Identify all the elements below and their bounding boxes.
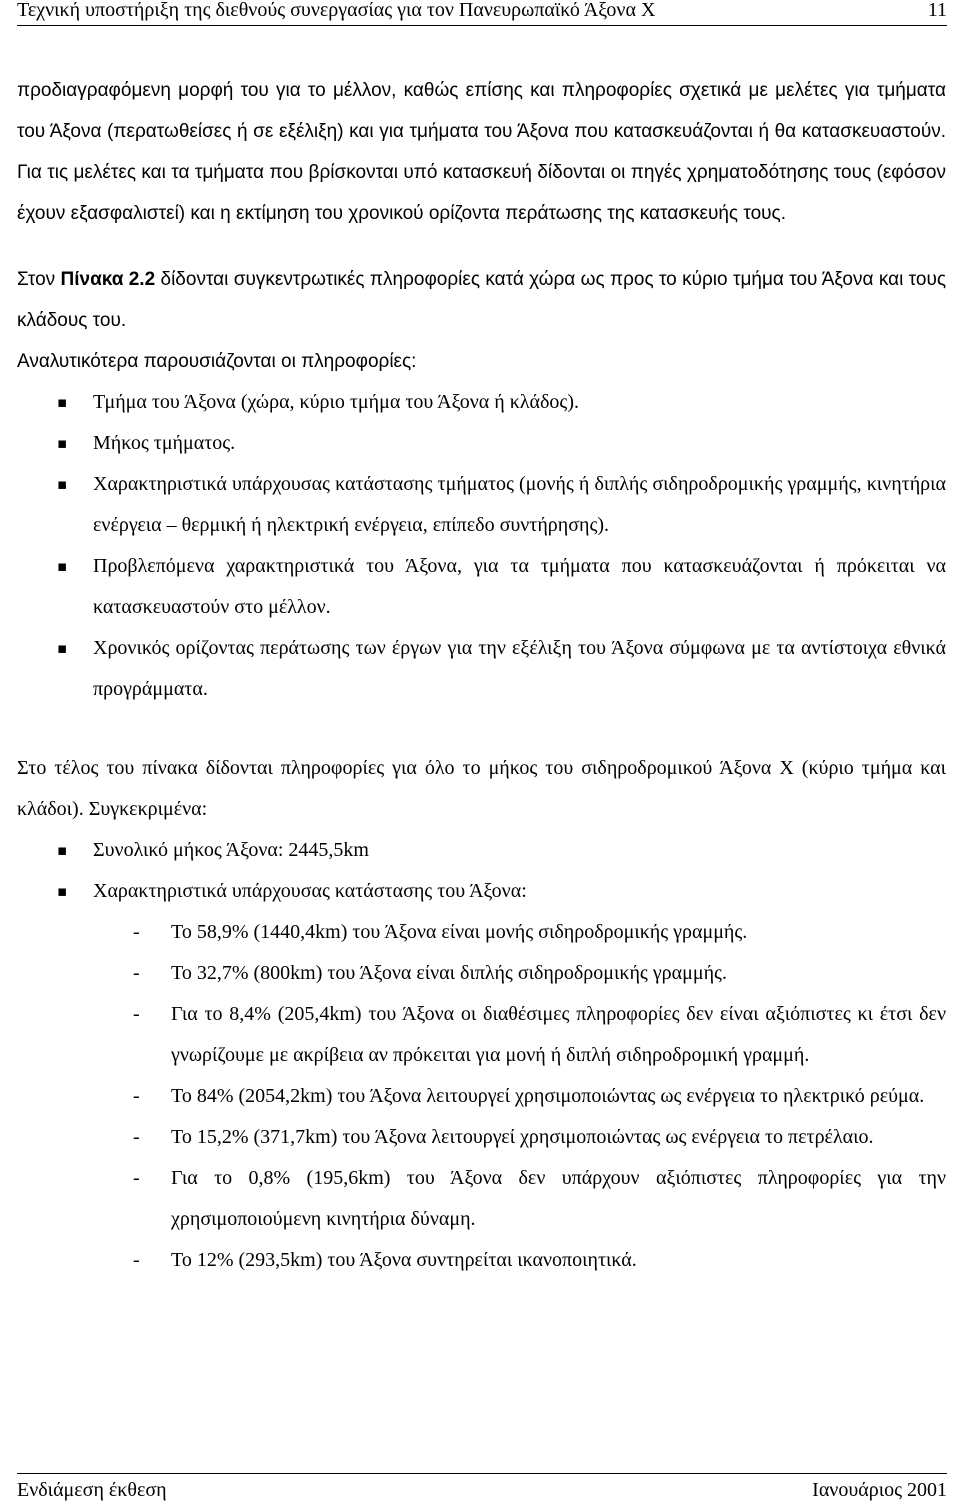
page-content — [17, 70, 946, 1281]
list-item — [17, 546, 946, 628]
list-item — [17, 464, 946, 546]
bullet-marker: ▪ — [57, 882, 68, 900]
list-item-text: Τμήμα του Άξονα (χώρα, κύριο τμήμα του Άξονα ή κλάδος). — [93, 391, 580, 413]
list-item — [17, 1158, 946, 1240]
dash-marker: - — [133, 1003, 140, 1025]
list-item — [17, 1076, 946, 1117]
list-item-text: Χαρακτηριστικά υπάρχουσας κατάστασης του Άξονα: — [93, 880, 527, 902]
list-item — [17, 423, 946, 464]
list-item-text: Μήκος τμήματος. — [93, 432, 236, 454]
paragraph-details-intro: Αναλυτικότερα παρουσιάζονται οι πληροφορίες: — [17, 351, 417, 372]
list-item — [17, 830, 946, 871]
paragraph-summary: Στο τέλος του πίνακα δίδονται πληροφορίες για όλο το μήκος του σιδηροδρομικού Άξονα Χ (κύριο τμήμα και κλάδοι). Συγκεκριμένα: — [17, 757, 946, 820]
table-ref-lead: Στον — [17, 269, 61, 290]
list-item-text: Το 32,7% (800km) του Άξονα είναι διπλής σιδηροδρομικής γραμμής. — [171, 962, 727, 984]
table-ref-link: Πίνακα 2.2 — [60, 269, 156, 290]
bullet-marker: ▪ — [57, 557, 68, 575]
list-item-text: Το 84% (2054,2km) του Άξονα λειτουργεί χρησιμοποιώντας ως ενέργεια το ηλεκτρικό ρεύμα. — [171, 1085, 925, 1107]
list-item — [17, 953, 946, 994]
page-header — [17, 0, 947, 26]
list-item — [17, 871, 946, 912]
list-item-text: Το 58,9% (1440,4km) του Άξονα είναι μονής σιδηροδρομικής γραμμής. — [171, 921, 748, 943]
list-item — [17, 382, 946, 423]
summary-bullet-list — [17, 830, 946, 912]
paragraph-intro: προδιαγραφόμενη μορφή του για το μέλλον, καθώς επίσης και πληροφορίες σχετικά με μελέτες για τμήματα του Άξονα (περατωθείσες ή σε εξέλιξη) και για τμήματα του Άξονα που κατασκευάζονται ή θα κατασκευαστούν. Για τις μελέτες και τα τμήματα που βρίσκονται υπό κατασκευή δίδονται οι πηγές χρηματοδότησης τους (εφόσον έχουν εξασφαλιστεί) και η εκτίμηση του χρονικού ορίζοντα περάτωσης της κατασκευής τους. — [17, 80, 946, 224]
dash-marker: - — [133, 962, 140, 984]
list-item-text: Το 15,2% (371,7km) του Άξονα λειτουργεί χρησιμοποιώντας ως ενέργεια το πετρέλαιο. — [171, 1126, 874, 1148]
status-dash-list — [17, 912, 946, 1281]
bullet-marker: ▪ — [57, 434, 68, 452]
list-item-text: Χαρακτηριστικά υπάρχουσας κατάστασης τμήματος (μονής ή διπλής σιδηροδρομικής γραμμής, κινητήρια ενέργεια – θερμική ή ηλεκτρική ενέργεια, επίπεδο συντήρησης). — [93, 473, 946, 536]
footer-report-type: Ενδιάμεση έκθεση — [17, 1479, 167, 1501]
details-bullet-list — [17, 382, 946, 710]
dash-marker: - — [133, 1085, 140, 1107]
footer-date: Ιανουάριος 2001 — [812, 1479, 947, 1501]
dash-marker: - — [133, 1249, 140, 1271]
dash-marker: - — [133, 1167, 140, 1189]
list-item — [17, 912, 946, 953]
list-item — [17, 1117, 946, 1158]
list-item — [17, 1240, 946, 1281]
dash-marker: - — [133, 1126, 140, 1148]
list-item — [17, 994, 946, 1076]
list-item-text: Για το 0,8% (195,6km) του Άξονα δεν υπάρχουν αξιόπιστες πληροφορίες για την χρησιμοποιούμενη κινητήρια δύναμη. — [171, 1167, 946, 1230]
list-item-text: Προβλεπόμενα χαρακτηριστικά του Άξονα, για τα τμήματα που κατασκευάζονται ή πρόκειται να κατασκευαστούν στο μέλλον. — [93, 555, 946, 618]
bullet-marker: ▪ — [57, 841, 68, 859]
list-item — [17, 628, 946, 710]
dash-marker: - — [133, 921, 140, 943]
page-footer — [17, 1473, 947, 1505]
table-ref-text: δίδονται συγκεντρωτικές πληροφορίες κατά χώρα ως προς το κύριο τμήμα του Άξονα και τους κλάδους του. — [17, 269, 946, 331]
page-number: 11 — [927, 0, 947, 21]
header-title: Τεχνική υποστήριξη της διεθνούς συνεργασίας για τον Πανευρωπαϊκό Άξονα Χ — [17, 0, 656, 21]
paragraph-table-ref — [17, 259, 946, 341]
bullet-marker: ▪ — [57, 475, 68, 493]
list-item-text: Το 12% (293,5km) του Άξονα συντηρείται ικανοποιητικά. — [171, 1249, 637, 1271]
list-item-text: Χρονικός ορίζοντας περάτωσης των έργων για την εξέλιξη του Άξονα σύμφωνα με τα αντίστοιχα εθνικά προγράμματα. — [93, 637, 946, 700]
list-item-text: Για το 8,4% (205,4km) του Άξονα οι διαθέσιμες πληροφορίες δεν είναι αξιόπιστες κι έτσι δεν γνωρίζουμε με ακρίβεια αν πρόκειται για μονή ή διπλή σιδηροδρομική γραμμή. — [171, 1003, 946, 1066]
list-item-text: Συνολικό μήκος Άξονα: 2445,5km — [93, 839, 369, 861]
bullet-marker: ▪ — [57, 639, 68, 657]
bullet-marker: ▪ — [57, 393, 68, 411]
